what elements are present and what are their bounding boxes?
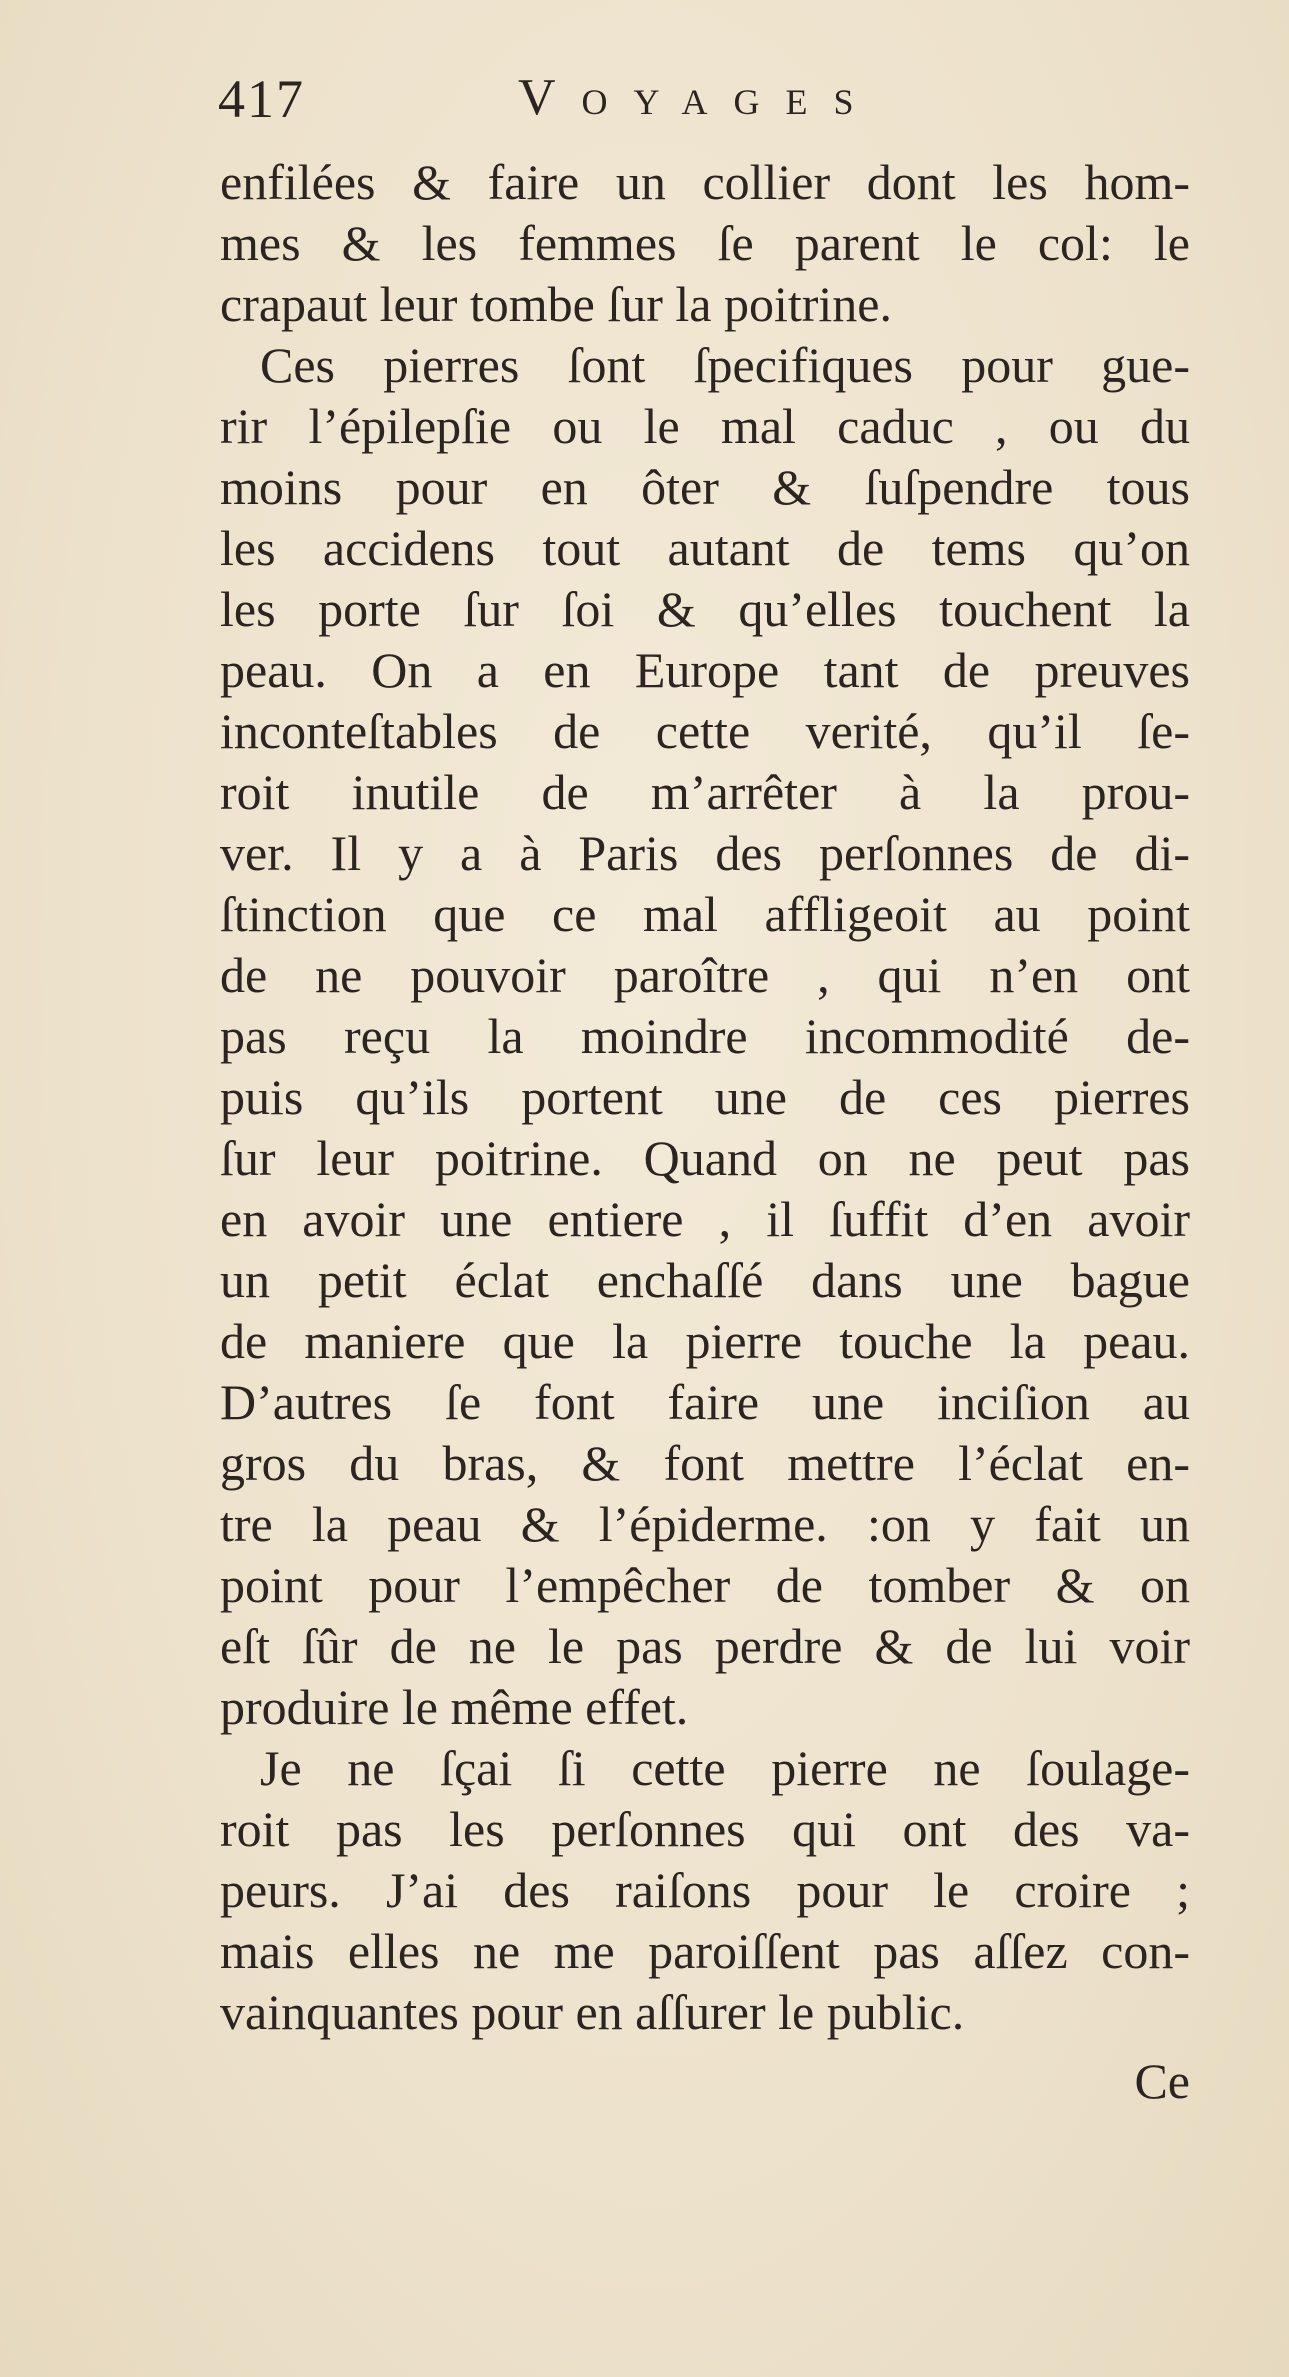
text-line: point pour l’empêcher de tomber & on xyxy=(220,1557,1190,1613)
text-line: ver. Il y a à Paris des perſonnes de di- xyxy=(220,825,1190,881)
text-line: en avoir une entiere , il ſuffit d’en avoir xyxy=(220,1191,1190,1247)
page-header xyxy=(218,68,1198,138)
text-line: mais elles ne me paroiſſent pas aſſez con- xyxy=(220,1923,1190,1979)
catchword: Ce xyxy=(1134,2053,1190,2109)
text-line: mes & les femmes ſe parent le col: le xyxy=(220,215,1190,271)
text-line: de maniere que la pierre touche la peau. xyxy=(220,1313,1190,1369)
text-line: produire le même effet. xyxy=(220,1679,689,1735)
text-line: gros du bras, & font mettre l’éclat en- xyxy=(220,1435,1190,1491)
running-title: Voyages xyxy=(518,69,880,126)
body-text xyxy=(220,152,1190,2043)
text-line: ſtinction que ce mal affligeoit au point xyxy=(220,886,1190,942)
page-number: 417 xyxy=(218,69,305,129)
text-line: roit pas les perſonnes qui ont des va- xyxy=(220,1801,1190,1857)
text-line: crapaut leur tombe ſur la poitrine. xyxy=(220,276,892,332)
text-line: eſt ſûr de ne le pas perdre & de lui voir xyxy=(220,1618,1190,1674)
text-line: ſur leur poitrine. Quand on ne peut pas xyxy=(220,1130,1190,1186)
text-line: rir l’épilepſie ou le mal caduc , ou du xyxy=(220,398,1190,454)
text-line: les accidens tout autant de tems qu’on xyxy=(220,520,1190,576)
text-line: enfilées & faire un collier dont les hom- xyxy=(220,154,1190,210)
text-line: Ces pierres ſont ſpecifiques pour gue- xyxy=(260,337,1190,393)
text-line: les porte ſur ſoi & qu’elles touchent la xyxy=(220,581,1190,637)
text-line: tre la peau & l’épiderme. :on y fait un xyxy=(220,1496,1190,1552)
text-line: vainquantes pour en aſſurer le public. xyxy=(220,1984,965,2040)
text-line: pas reçu la moindre incommodité de- xyxy=(220,1008,1190,1064)
text-line: D’autres ſe font faire une inciſion au xyxy=(220,1374,1190,1430)
text-line: roit inutile de m’arrêter à la prou- xyxy=(220,764,1190,820)
text-line: Je ne ſçai ſi cette pierre ne ſoulage- xyxy=(260,1740,1190,1796)
text-line: moins pour en ôter & ſuſpendre tous xyxy=(220,459,1190,515)
text-line: peau. On a en Europe tant de preuves xyxy=(220,642,1190,698)
text-line: peurs. J’ai des raiſons pour le croire ; xyxy=(220,1862,1190,1918)
text-line: de ne pouvoir paroître , qui n’en ont xyxy=(220,947,1190,1003)
text-line: un petit éclat enchaſſé dans une bague xyxy=(220,1252,1190,1308)
text-line: puis qu’ils portent une de ces pierres xyxy=(220,1069,1190,1125)
text-line: inconteſtables de cette verité, qu’il ſe- xyxy=(220,703,1190,759)
